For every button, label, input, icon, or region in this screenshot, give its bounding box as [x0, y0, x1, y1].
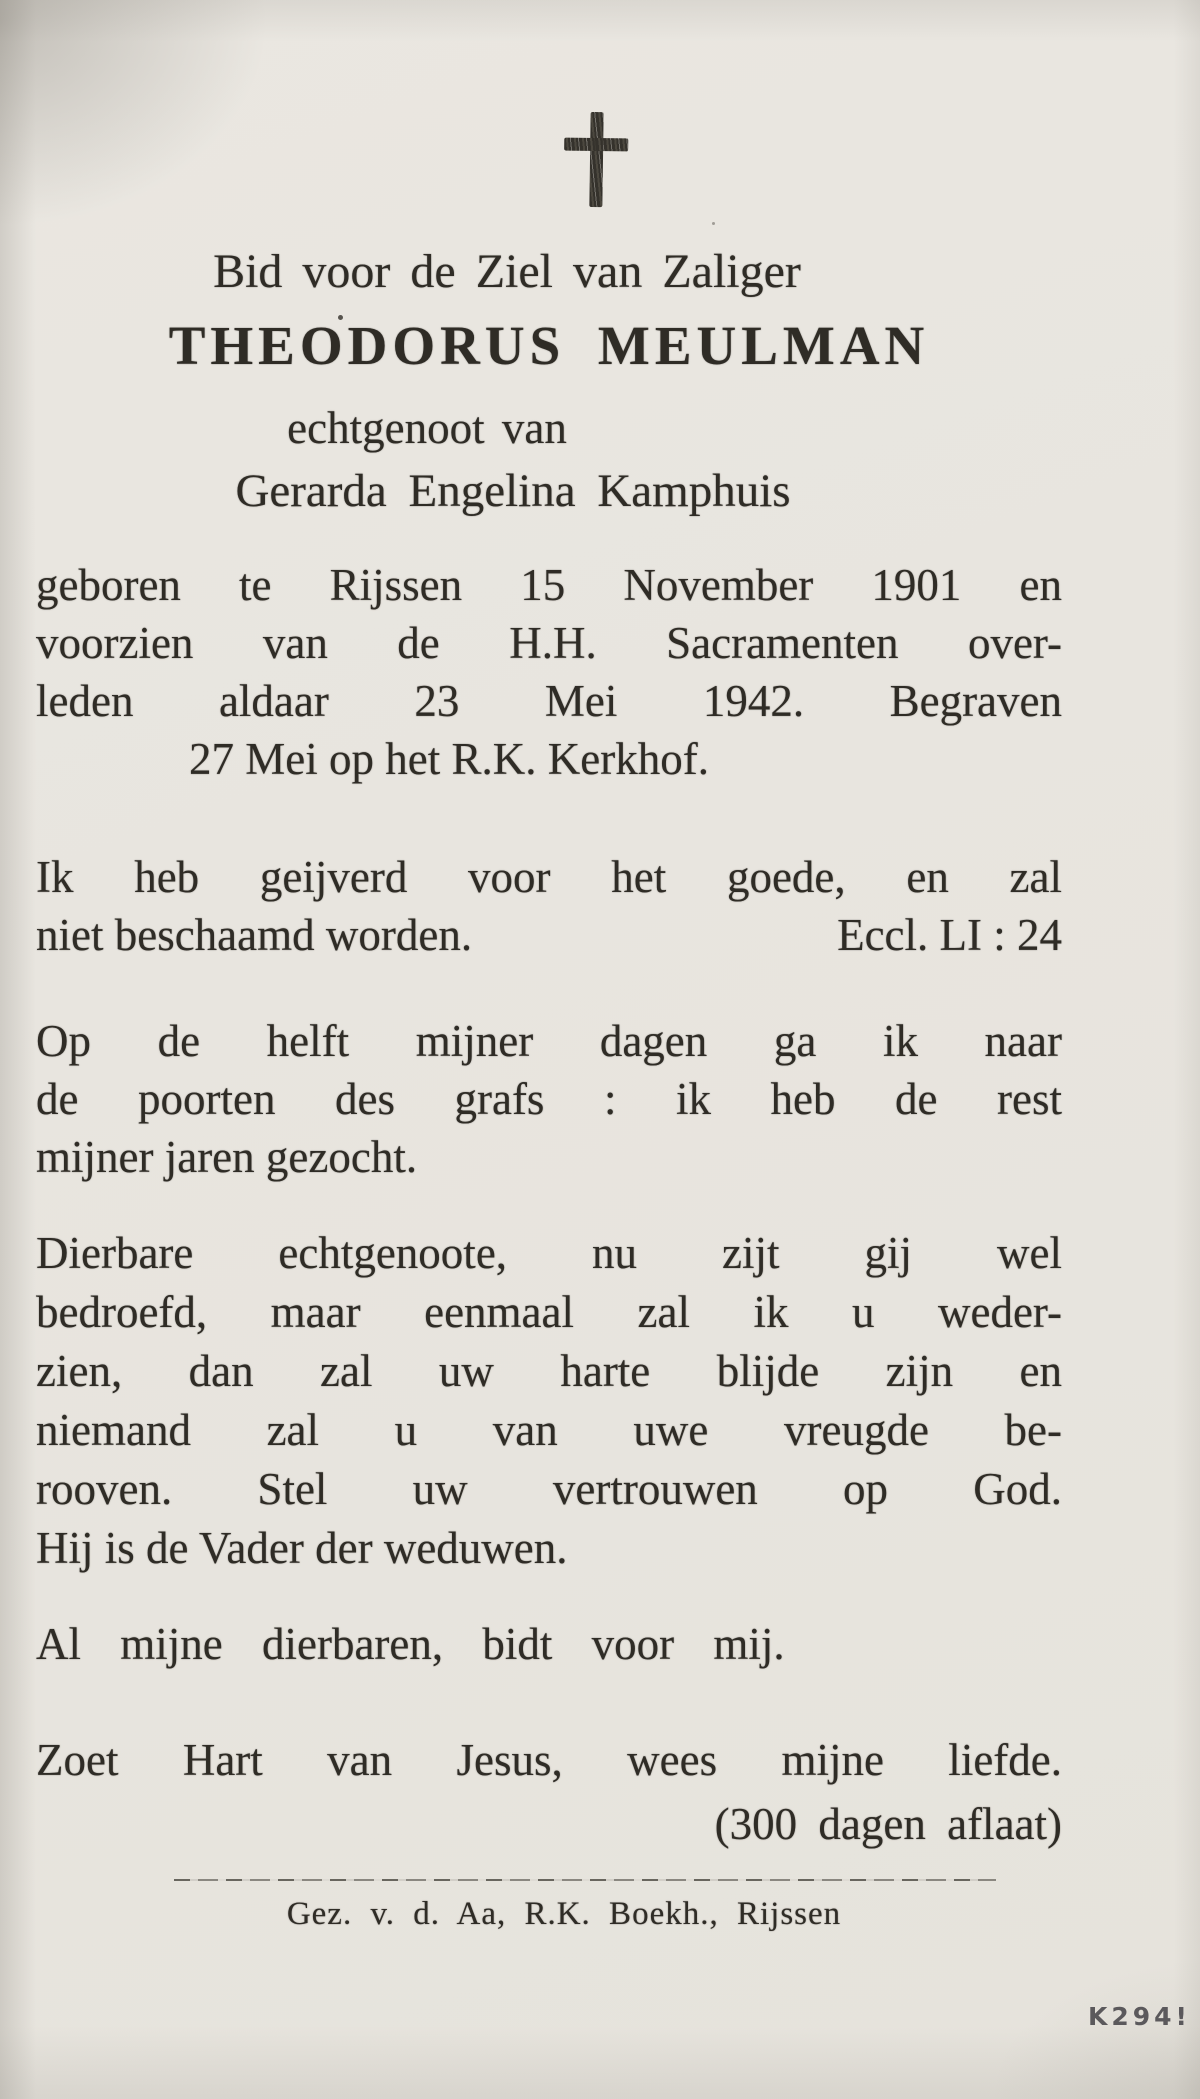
- text-line: Op de helft mijner dagen ga ik naar: [36, 1016, 1062, 1066]
- spouse-name: Gerarda Engelina Kamphuis: [235, 465, 791, 517]
- scripture-reference: Eccl. LI : 24: [837, 910, 1062, 960]
- scripture-quote-2: [36, 1012, 1062, 1186]
- text-line: Dierbare echtgenoote, nu zijt gij wel: [36, 1228, 1062, 1278]
- text-line: bedroefd, maar eenmaal zal ik u weder-: [36, 1287, 1062, 1337]
- text-line: leden aldaar 23 Mei 1942. Begraven: [36, 676, 1062, 726]
- text-line: de poorten des grafs : ik heb de rest: [36, 1074, 1062, 1124]
- text-line: geboren te Rijssen 15 November 1901 en: [36, 560, 1062, 610]
- farewell-paragraph: [36, 1224, 1062, 1578]
- text-line: Ik heb geijverd voor het goede, en zal: [36, 852, 1062, 902]
- divider-rule: [174, 1879, 996, 1881]
- text-line: Hij is de Vader der weduwen.: [36, 1523, 568, 1573]
- vitals-paragraph: [36, 556, 1062, 788]
- text-line: niemand zal u van uwe vreugde be-: [36, 1405, 1062, 1455]
- quote-text: niet beschaamd worden.: [36, 910, 473, 960]
- aspiration-line: Zoet Hart van Jesus, wees mijne liefde.: [36, 1735, 1062, 1785]
- deceased-name: THEODORUS MEULMAN: [168, 315, 930, 376]
- text-line: zien, dan zal uw harte blijde zijn en: [36, 1346, 1062, 1396]
- intro-line: Bid voor de Ziel van Zaliger: [213, 245, 801, 298]
- indulgence-line: (300 dagen aflaat): [714, 1799, 1062, 1849]
- printer-imprint: Gez. v. d. Aa, R.K. Boekh., Rijssen: [286, 1896, 842, 1932]
- scripture-quote-1: [36, 848, 1062, 964]
- text-line: 27 Mei op het R.K. Kerkhof.: [189, 734, 709, 784]
- text-line: [36, 906, 1062, 964]
- text-line: rooven. Stel uw vertrouwen op God.: [36, 1464, 1062, 1514]
- text-line: mijner jaren gezocht.: [36, 1132, 418, 1182]
- prayer-request-line: Al mijne dierbaren, bidt voor mij.: [36, 1619, 785, 1669]
- text-line: voorzien van de H.H. Sacramenten over-: [36, 618, 1062, 668]
- card-content: [36, 0, 1062, 2099]
- archive-code: K294!: [1088, 2002, 1191, 2031]
- relation-line: echtgenoot van: [287, 403, 567, 453]
